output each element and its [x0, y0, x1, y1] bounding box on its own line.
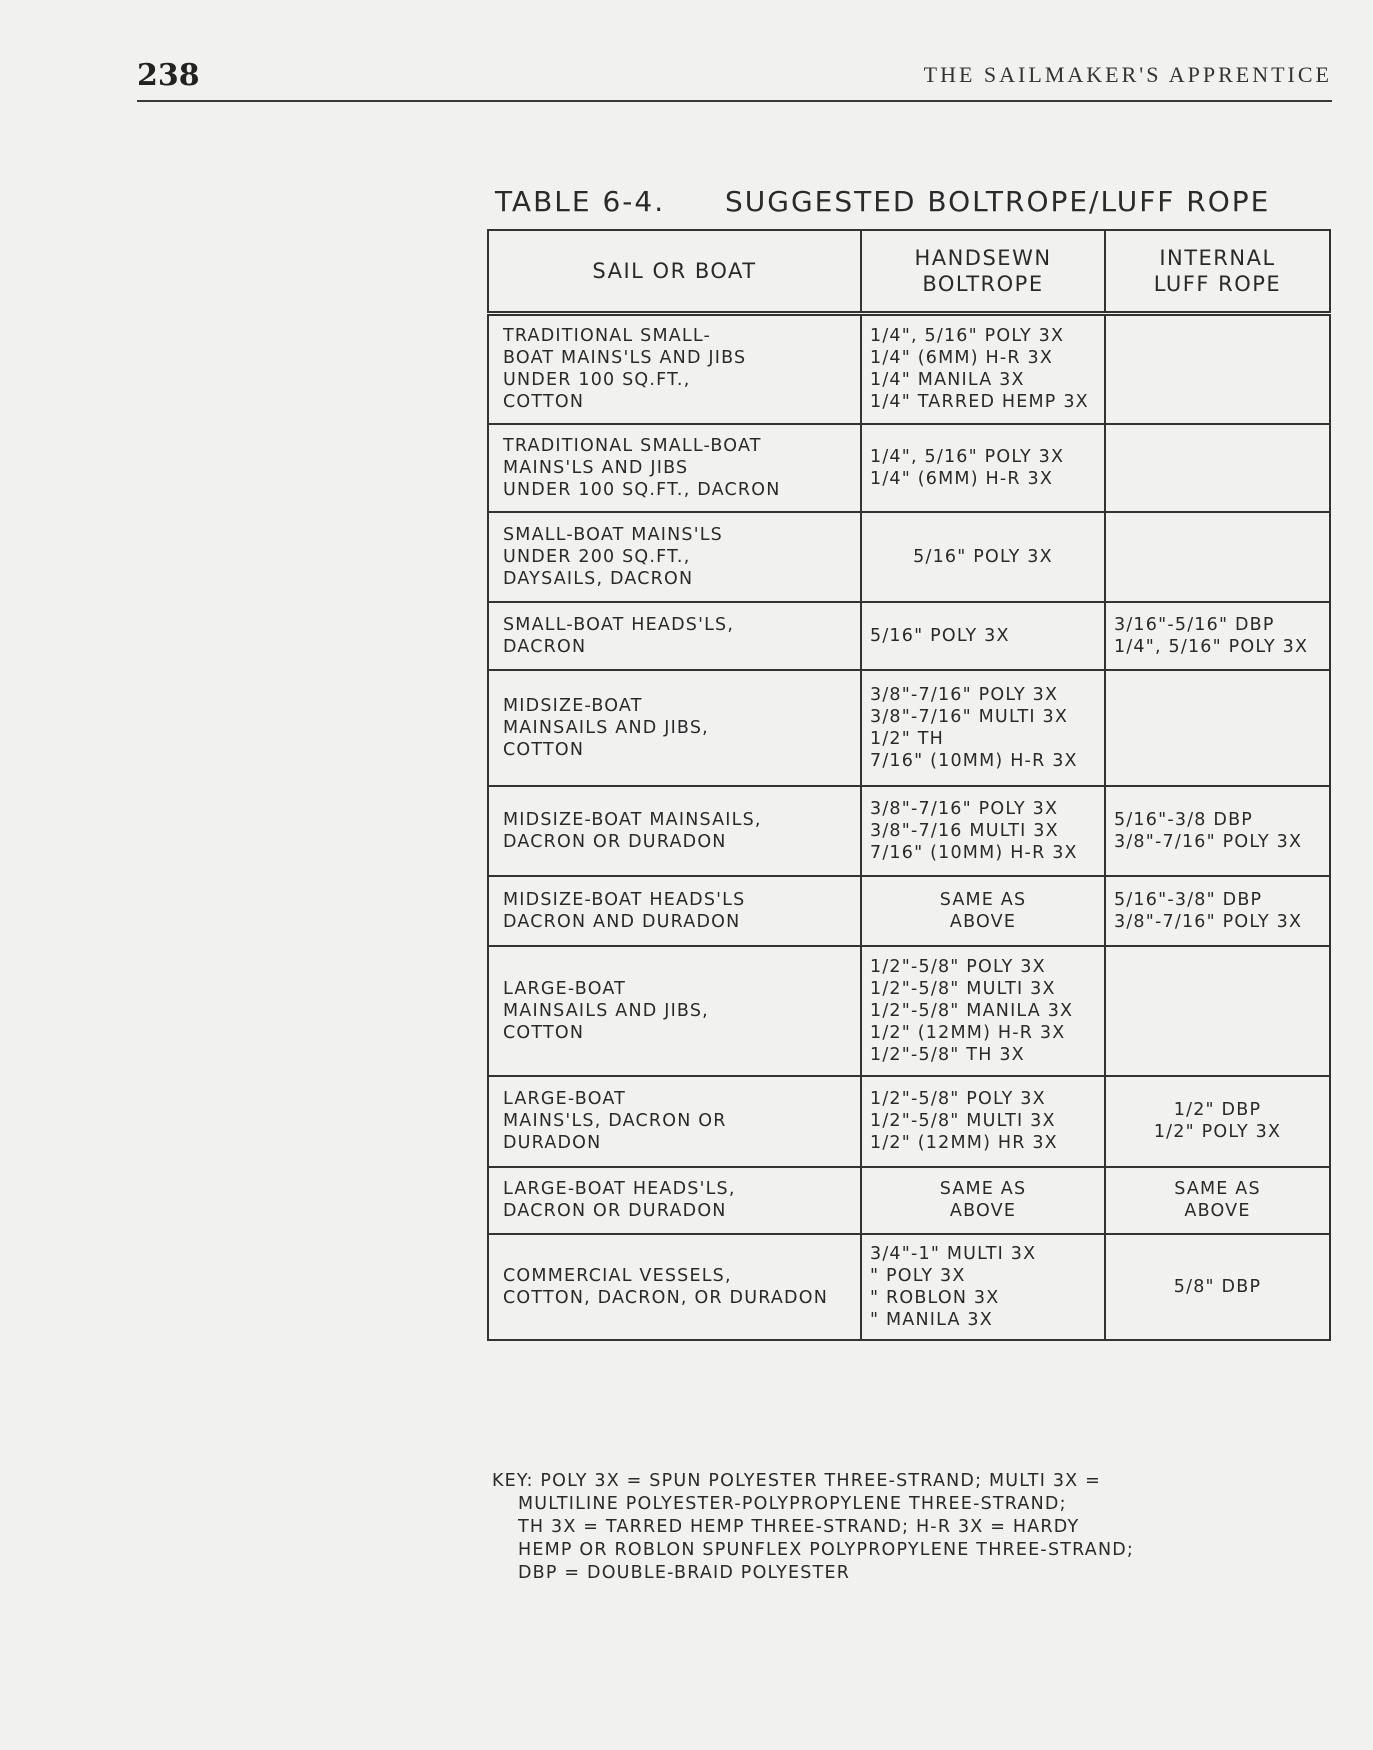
luff-rope-cell [1105, 1234, 1330, 1340]
boltrope-line: 1/2"-5/8" MANILA 3X [870, 1000, 1074, 1021]
boltrope-line: 1/2"-5/8" MULTI 3X [870, 1111, 1056, 1131]
sail-line: MAINS'LS, DACRON OR [503, 1111, 727, 1131]
boltrope-line: 1/4", 5/16" POLY 3X [870, 446, 1065, 467]
boltrope-line: 7/16" (10MM) H-R 3X [870, 842, 1078, 863]
sail-line: MIDSIZE-BOAT [503, 695, 643, 716]
sail-cell [488, 602, 861, 670]
luff-rope-cell [1105, 512, 1330, 602]
sail-line: COTTON [503, 392, 585, 413]
boltrope-cell [861, 786, 1105, 876]
running-head [137, 58, 1332, 102]
luff-rope-cell [1105, 876, 1330, 946]
boltrope-cell [861, 314, 1105, 424]
luff-rope-cell [1105, 602, 1330, 670]
boltrope-cell [861, 670, 1105, 786]
table-row [488, 314, 1330, 424]
sail-line: LARGE-BOAT [503, 1089, 627, 1109]
boltrope-line: 3/8"-7/16 MULTI 3X [870, 820, 1059, 841]
sail-cell [488, 876, 861, 946]
boltrope-line: 7/16" (10MM) H-R 3X [870, 750, 1078, 771]
table-row [488, 1167, 1330, 1234]
table-row [488, 512, 1330, 602]
sail-line: DACRON OR DURADON [503, 831, 727, 852]
table-row [488, 424, 1330, 512]
luff-rope-cell [1105, 946, 1330, 1076]
sail-line: DACRON AND DURADON [503, 911, 741, 932]
sail-line: COMMERCIAL VESSELS, [503, 1265, 732, 1286]
table-title: SUGGESTED BOLTROPE/LUFF ROPE [725, 185, 1271, 218]
luff-rope-cell [1105, 786, 1330, 876]
table-header-row [488, 230, 1330, 314]
sail-line: TRADITIONAL SMALL- [503, 326, 712, 347]
luff-rope-line: 5/16"-3/8" DBP [1114, 889, 1263, 910]
boltrope-line: 1/2"-5/8" MULTI 3X [870, 978, 1056, 999]
boltrope-line: SAME AS [939, 889, 1027, 910]
boltrope-line: ABOVE [949, 1201, 1017, 1221]
boltrope-line: 1/4", 5/16" POLY 3X [870, 326, 1065, 347]
luff-rope-cell [1105, 1167, 1330, 1234]
key-line: HEMP OR ROBLON SPUNFLEX POLYPROPYLENE THREE-STRAND; [518, 1540, 1135, 1560]
boltrope-line: 3/8"-7/16" POLY 3X [870, 798, 1059, 819]
table-row [488, 670, 1330, 786]
table-caption [495, 185, 1335, 218]
luff-rope-line: 3/8"-7/16" POLY 3X [1114, 911, 1303, 932]
sail-cell [488, 314, 861, 424]
sail-cell [488, 670, 861, 786]
table-row [488, 1234, 1330, 1340]
sail-line: DAYSAILS, DACRON [503, 568, 694, 589]
luff-rope-line: SAME AS [1174, 1179, 1261, 1199]
sail-line: DACRON [503, 636, 587, 657]
sail-line: LARGE-BOAT HEADS'LS, [503, 1179, 736, 1199]
luff-rope-line: 5/16"-3/8 DBP [1114, 809, 1254, 830]
luff-rope-line: 1/4", 5/16" POLY 3X [1114, 636, 1309, 657]
boltrope-line: 5/16" POLY 3X [913, 546, 1053, 567]
boltrope-line: ABOVE [949, 911, 1017, 932]
book-title: THE SAILMAKER'S APPRENTICE [923, 62, 1332, 87]
boltrope-line: 1/2"-5/8" POLY 3X [870, 956, 1046, 977]
boltrope-table [487, 229, 1331, 1341]
sail-line: UNDER 100 SQ.FT., [503, 370, 691, 391]
boltrope-line: " MANILA 3X [870, 1309, 993, 1330]
header-sail-or-boat: SAIL OR BOAT [488, 230, 861, 314]
luff-rope-line: ABOVE [1184, 1201, 1251, 1221]
boltrope-line: 1/2" TH [870, 728, 945, 749]
sail-cell [488, 1076, 861, 1167]
boltrope-cell [861, 512, 1105, 602]
table-row [488, 1076, 1330, 1167]
page-number: 238 [137, 58, 200, 93]
sail-line: COTTON, DACRON, OR DURADON [503, 1287, 828, 1308]
luff-rope-line: 3/8"-7/16" POLY 3X [1114, 831, 1303, 852]
sail-cell [488, 1167, 861, 1234]
boltrope-cell [861, 424, 1105, 512]
boltrope-line: 3/8"-7/16" POLY 3X [870, 684, 1059, 705]
boltrope-cell [861, 876, 1105, 946]
sail-line: MAINSAILS AND JIBS, [503, 1000, 709, 1021]
sail-line: DACRON OR DURADON [503, 1201, 727, 1221]
key-line: KEY: POLY 3X = SPUN POLYESTER THREE-STRAND; MULTI 3X = [492, 1471, 1101, 1491]
header-handsewn-boltrope: HANDSEWN BOLTROPE [861, 230, 1105, 314]
boltrope-line: " POLY 3X [870, 1265, 966, 1286]
boltrope-cell [861, 1234, 1105, 1340]
luff-rope-cell [1105, 314, 1330, 424]
sail-line: COTTON [503, 1022, 585, 1043]
table-row [488, 602, 1330, 670]
luff-rope-line: 1/2" DBP [1173, 1100, 1262, 1120]
sail-line: DURADON [503, 1133, 602, 1153]
sail-line: SMALL-BOAT MAINS'LS [503, 524, 723, 545]
boltrope-line: 1/4" MANILA 3X [870, 370, 1025, 391]
boltrope-line: 1/2"-5/8" POLY 3X [870, 1089, 1046, 1109]
boltrope-cell [861, 1167, 1105, 1234]
key-line: TH 3X = TARRED HEMP THREE-STRAND; H-R 3X = HARDY [518, 1517, 1080, 1537]
boltrope-line: 1/4" (6MM) H-R 3X [870, 468, 1054, 489]
sail-cell [488, 512, 861, 602]
luff-rope-cell [1105, 424, 1330, 512]
sail-line: MAINS'LS AND JIBS [503, 457, 689, 478]
boltrope-line: 1/2" (12MM) HR 3X [870, 1133, 1058, 1153]
luff-rope-line: 5/8" DBP [1173, 1276, 1262, 1297]
sail-line: BOAT MAINS'LS AND JIBS [503, 348, 747, 369]
boltrope-line: 3/4"-1" MULTI 3X [870, 1243, 1037, 1264]
boltrope-cell [861, 602, 1105, 670]
luff-rope-line: 1/2" POLY 3X [1153, 1122, 1282, 1142]
sail-line: TRADITIONAL SMALL-BOAT [503, 435, 762, 456]
table-row [488, 876, 1330, 946]
sail-line: MIDSIZE-BOAT MAINSAILS, [503, 809, 762, 830]
table-key [492, 1470, 1332, 1585]
sail-line: UNDER 200 SQ.FT., [503, 546, 691, 567]
boltrope-cell [861, 1076, 1105, 1167]
table-row [488, 946, 1330, 1076]
sail-cell [488, 424, 861, 512]
boltrope-line: SAME AS [939, 1179, 1027, 1199]
sail-cell [488, 1234, 861, 1340]
boltrope-cell [861, 946, 1105, 1076]
header-internal-luff-rope: INTERNAL LUFF ROPE [1105, 230, 1330, 314]
sail-line: UNDER 100 SQ.FT., DACRON [503, 479, 781, 500]
table-number: TABLE 6-4. [495, 185, 666, 218]
sail-line: SMALL-BOAT HEADS'LS, [503, 614, 735, 635]
boltrope-line: 1/4" (6MM) H-R 3X [870, 348, 1054, 369]
boltrope-line: 5/16" POLY 3X [870, 625, 1010, 646]
luff-rope-line: 3/16"-5/16" DBP [1114, 614, 1275, 635]
sail-line: COTTON [503, 739, 585, 760]
sail-line: LARGE-BOAT [503, 978, 627, 999]
luff-rope-cell [1105, 1076, 1330, 1167]
boltrope-line: 1/4" TARRED HEMP 3X [870, 392, 1089, 413]
sail-line: MAINSAILS AND JIBS, [503, 717, 709, 738]
boltrope-line: 1/2"-5/8" TH 3X [870, 1044, 1025, 1065]
sail-cell [488, 946, 861, 1076]
sail-cell [488, 786, 861, 876]
table-row [488, 786, 1330, 876]
key-line: DBP = DOUBLE-BRAID POLYESTER [518, 1563, 851, 1583]
boltrope-line: " ROBLON 3X [870, 1287, 1000, 1308]
boltrope-line: 3/8"-7/16" MULTI 3X [870, 706, 1069, 727]
boltrope-line: 1/2" (12MM) H-R 3X [870, 1022, 1066, 1043]
key-line: MULTILINE POLYESTER-POLYPROPYLENE THREE-STRAND; [518, 1494, 1067, 1514]
luff-rope-cell [1105, 670, 1330, 786]
sail-line: MIDSIZE-BOAT HEADS'LS [503, 889, 746, 910]
